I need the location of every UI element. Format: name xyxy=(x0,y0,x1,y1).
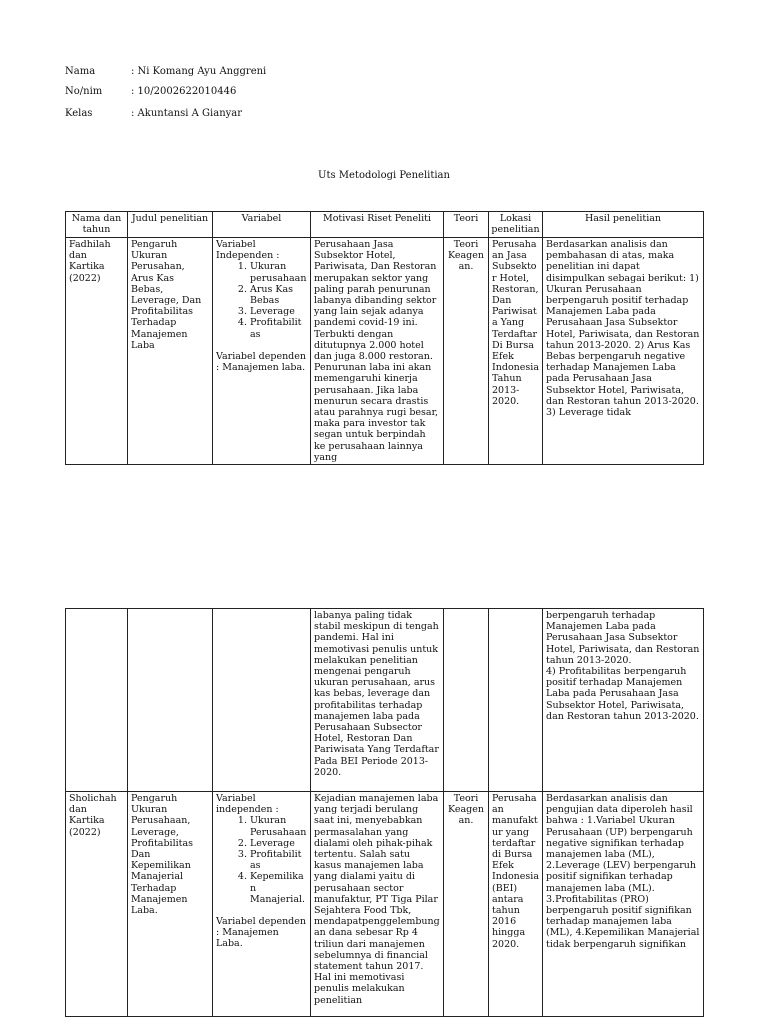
var-indep-list xyxy=(216,261,307,339)
list-item: 3. Leverage xyxy=(250,306,307,317)
cell-teori: Teori Keagenan. xyxy=(444,238,489,465)
table-row xyxy=(66,238,704,465)
cell-motivasi: Kejadian manajemen laba yang terjadi berulang saat ini, menyebabkan permasalahan yang dialami oleh pihak-pihak tertentu. Salah satu kasus manajemen laba yang dialami yaitu di perusahaan sector manufaktur, PT Tiga Pilar Sejahtera Food Tbk, mendapatpenggelembungan dana sebesar Rp 4 triliun dari manajemen sebelumnya di financial statement tahun 2017. Hal ini memotivasi penulis melakukan penelitian xyxy=(311,792,444,1017)
cell-teori xyxy=(444,609,489,792)
field-value: : 10/2002622010446 xyxy=(131,86,237,97)
list-item: 1. Ukuran Perusahaan xyxy=(250,815,307,837)
cell-judul xyxy=(128,609,213,792)
var-dep-label: Variabel dependen : Manajemen laba. xyxy=(216,350,307,374)
list-item: 2. Leverage xyxy=(250,838,307,849)
list-item: 4. Kepemilikan Manajerial. xyxy=(250,871,307,905)
cell-motivasi: labanya paling tidak stabil meskipun di tengah pandemi. Hal ini memotivasi penulis untuk melakukan penelitian mengenai pengaruh ukuran perusahaan, arus kas bebas, leverage dan profitabilitas terhadap manajemen laba pada Perusahaan Subsector Hotel, Restoran Dan Pariwisata Yang Terdaftar Pada BEI Periode 2013-2020. xyxy=(311,609,444,792)
hasil-part: berpengaruh terhadap Manajemen Laba pada Perusahaan Jasa Subsektor Hotel, Pariwisata, dan Restoran tahun 2013-2020. xyxy=(546,610,700,666)
col-header-teori: Teori xyxy=(444,212,489,238)
field-label: Nama xyxy=(65,66,96,77)
field-nama xyxy=(65,66,266,78)
col-header-nama: Nama dan tahun xyxy=(66,212,128,238)
field-value: : Akuntansi A Gianyar xyxy=(131,108,243,119)
cell-variabel xyxy=(213,609,311,792)
document-title: Uts Metodologi Penelitian xyxy=(318,170,450,181)
cell-lokasi xyxy=(489,609,543,792)
cell-author: Fadhilah dan Kartika (2022) xyxy=(66,238,128,465)
table-row xyxy=(66,792,704,1017)
research-table-page2 xyxy=(65,608,704,1017)
cell-judul: Pengaruh Ukuran Perusahaan, Leverage, Profitabilitas Dan Kepemilikan Manajerial Terhadap Manajemen Laba. xyxy=(128,792,213,1017)
cell-hasil: Berdasarkan analisis dan pembahasan di atas, maka penelitian ini dapat disimpulkan sebagai berikut: 1) Ukuran Perusahaan berpengaruh positif terhadap Manajemen Laba pada Perusahaan Jasa Subsektor Hotel, Pariwisata, dan Restoran tahun 2013-2020. 2) Arus Kas Bebas berpengaruh negative terhadap Manajemen Laba pada Perusahaan Jasa Subsektor Hotel, Pariwisata, dan Restoran tahun 2013-2020. 3) Leverage tidak xyxy=(543,238,704,465)
col-header-variabel: Variabel xyxy=(213,212,311,238)
cell-lokasi: Perusahaan manufaktur yang terdaftar di Bursa Efek Indonesia (BEI) antara tahun 2016 hingga 2020. xyxy=(489,792,543,1017)
field-nim xyxy=(65,86,236,98)
field-label: Kelas xyxy=(65,108,93,119)
list-item: 4. Profitabilitas xyxy=(250,317,307,339)
col-header-hasil: Hasil penelitian xyxy=(543,212,704,238)
research-table-page1 xyxy=(65,211,704,465)
var-indep-list xyxy=(216,815,307,905)
cell-teori: Teori Keagenan. xyxy=(444,792,489,1017)
cell-author: Sholichah dan Kartika (2022) xyxy=(66,792,128,1017)
list-item: 1. Ukuran perusahaan xyxy=(250,261,307,283)
var-indep-label: Variabel Independen : xyxy=(216,239,280,262)
cell-lokasi: Perusahaan Jasa Subsektor Hotel, Restoran, Dan Pariwisata Yang Terdaftar Di Bursa Efek Indonesia Tahun 2013-2020. xyxy=(489,238,543,465)
col-header-lokasi: Lokasi penelitian xyxy=(489,212,543,238)
hasil-part: 4) Profitabilitas berpengaruh positif terhadap Manajemen Laba pada Perusahaan Jasa Subsektor Hotel, Pariwisata, dan Restoran tahun 2013-2020. xyxy=(546,666,699,722)
var-indep-label: Variabel independen : xyxy=(216,793,279,816)
var-dep-label: Variabel dependen : Manajemen Laba. xyxy=(216,916,307,950)
list-item: 3. Profitabilitas xyxy=(250,849,307,871)
field-kelas xyxy=(65,108,242,120)
cell-variabel xyxy=(213,792,311,1017)
table-row xyxy=(66,609,704,792)
cell-judul: Pengaruh Ukuran Perusahan, Arus Kas Bebas, Leverage, Dan Profitabilitas Terhadap Manajemen Laba xyxy=(128,238,213,465)
cell-motivasi: Perusahaan Jasa Subsektor Hotel, Pariwisata, Dan Restoran merupakan sektor yang paling parah penurunan labanya dibanding sektor yang lain sejak adanya pandemi covid-19 ini. Terbukti dengan ditutupnya 2.000 hotel dan juga 8.000 restoran. Penurunan laba ini akan memengaruhi kinerja perusahaan. Jika laba menurun secara drastis atau parahnya rugi besar, maka para investor tak segan untuk berpindah ke perusahaan lainnya yang xyxy=(311,238,444,465)
table-header-row xyxy=(66,212,704,238)
cell-hasil xyxy=(543,609,704,792)
field-value: : Ni Komang Ayu Anggreni xyxy=(131,66,267,77)
cell-hasil: Berdasarkan analisis dan pengujian data diperoleh hasil bahwa : 1.Variabel Ukuran Perusahaan (UP) berpengaruh negative signifikan terhadap manajemen laba (ML), 2.Leverage (LEV) berpengaruh positif signifikan terhadap manajemen laba (ML). 3.Profitabilitas (PRO) berpengaruh positif signifikan terhadap manajemen laba (ML), 4.Kepemilikan Manajerial tidak berpengaruh signifikan xyxy=(543,792,704,1017)
col-header-judul: Judul penelitian xyxy=(128,212,213,238)
field-label: No/nim xyxy=(65,86,103,97)
col-header-motivasi: Motivasi Riset Peneliti xyxy=(311,212,444,238)
list-item: 2. Arus Kas Bebas xyxy=(250,284,307,306)
cell-author xyxy=(66,609,128,792)
cell-variabel xyxy=(213,238,311,465)
